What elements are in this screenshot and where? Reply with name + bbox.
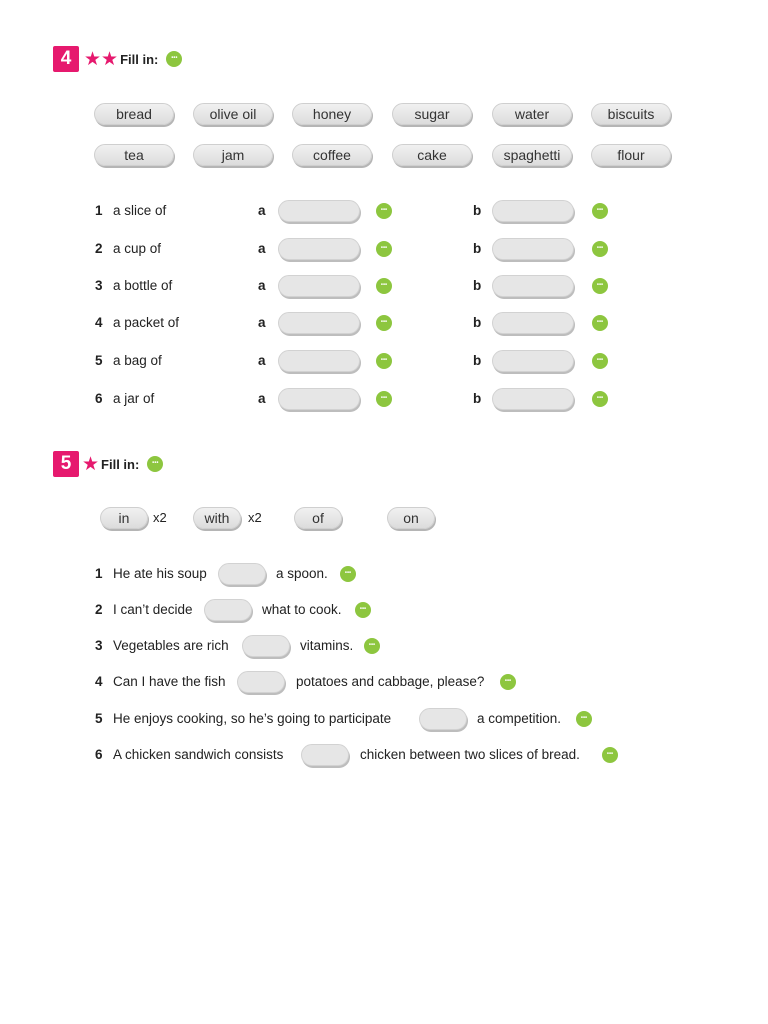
word-chip: of [294, 507, 342, 529]
word-chip: with [193, 507, 241, 529]
audio-bubble-icon[interactable] [340, 566, 356, 582]
answer-blank[interactable] [218, 563, 266, 585]
audio-bubble-icon[interactable] [592, 391, 608, 407]
answer-blank-a[interactable] [278, 200, 360, 222]
answer-blank-b[interactable] [492, 200, 574, 222]
option-label-b: b [473, 203, 482, 218]
audio-bubble-icon[interactable] [376, 278, 392, 294]
audio-bubble-icon[interactable] [147, 456, 163, 472]
exercise-number: 5 [53, 451, 79, 477]
difficulty-stars: ★ [82, 453, 100, 475]
option-label-b: b [473, 278, 482, 293]
word-chip: tea [94, 144, 174, 166]
item-number: 1 [95, 203, 103, 218]
option-label-a: a [258, 315, 266, 330]
word-chip: bread [94, 103, 174, 125]
word-chip: flour [591, 144, 671, 166]
audio-bubble-icon[interactable] [500, 674, 516, 690]
word-count: x2 [248, 510, 262, 525]
answer-blank-a[interactable] [278, 388, 360, 410]
sentence-end: chicken between two slices of bread. [360, 747, 580, 762]
sentence-start: Can I have the fish [113, 674, 226, 689]
item-number: 2 [95, 241, 103, 256]
sentence-end: a spoon. [276, 566, 328, 581]
sentence-start: I can’t decide [113, 602, 193, 617]
sentence-end: potatoes and cabbage, please? [296, 674, 485, 689]
word-chip: spaghetti [492, 144, 572, 166]
item-text: a bottle of [113, 278, 173, 293]
item-number: 4 [95, 315, 103, 330]
exercise-title: Fill in: [101, 456, 140, 472]
answer-blank[interactable] [301, 744, 349, 766]
word-chip: cake [392, 144, 472, 166]
answer-blank[interactable] [242, 635, 290, 657]
audio-bubble-icon[interactable] [602, 747, 618, 763]
answer-blank-a[interactable] [278, 312, 360, 334]
item-number: 3 [95, 278, 103, 293]
answer-blank-b[interactable] [492, 350, 574, 372]
sentence-end: vitamins. [300, 638, 354, 653]
sentence-start: A chicken sandwich consists [113, 747, 284, 762]
answer-blank-a[interactable] [278, 238, 360, 260]
option-label-a: a [258, 241, 266, 256]
option-label-a: a [258, 391, 266, 406]
word-chip: in [100, 507, 148, 529]
word-chip: sugar [392, 103, 472, 125]
item-number: 1 [95, 566, 103, 581]
answer-blank-b[interactable] [492, 388, 574, 410]
answer-blank-b[interactable] [492, 275, 574, 297]
item-number: 6 [95, 391, 103, 406]
audio-bubble-icon[interactable] [376, 315, 392, 331]
sentence-end: what to cook. [262, 602, 342, 617]
difficulty-stars: ★★ [84, 48, 119, 70]
sentence-start: He enjoys cooking, so he’s going to participate [113, 711, 392, 726]
answer-blank[interactable] [237, 671, 285, 693]
sentence-start: He ate his soup [113, 566, 207, 581]
option-label-b: b [473, 241, 482, 256]
option-label-a: a [258, 353, 266, 368]
word-chip: jam [193, 144, 273, 166]
audio-bubble-icon[interactable] [376, 391, 392, 407]
item-number: 4 [95, 674, 103, 689]
exercise-number: 4 [53, 46, 79, 72]
word-chip: coffee [292, 144, 372, 166]
item-number: 5 [95, 353, 103, 368]
item-number: 3 [95, 638, 103, 653]
option-label-b: b [473, 353, 482, 368]
word-chip: biscuits [591, 103, 671, 125]
sentence-start: Vegetables are rich [113, 638, 229, 653]
sentence-end: a competition. [477, 711, 562, 726]
audio-bubble-icon[interactable] [166, 51, 182, 67]
audio-bubble-icon[interactable] [376, 241, 392, 257]
answer-blank[interactable] [419, 708, 467, 730]
answer-blank[interactable] [204, 599, 252, 621]
exercise-5-header [53, 451, 163, 477]
answer-blank-b[interactable] [492, 312, 574, 334]
word-chip: honey [292, 103, 372, 125]
audio-bubble-icon[interactable] [376, 203, 392, 219]
exercise-4-header [53, 46, 182, 72]
item-number: 2 [95, 602, 103, 617]
word-chip: olive oil [193, 103, 273, 125]
exercise-title: Fill in: [120, 51, 159, 67]
option-label-a: a [258, 278, 266, 293]
item-text: a bag of [113, 353, 162, 368]
answer-blank-a[interactable] [278, 350, 360, 372]
audio-bubble-icon[interactable] [364, 638, 380, 654]
item-text: a jar of [113, 391, 155, 406]
audio-bubble-icon[interactable] [592, 203, 608, 219]
option-label-b: b [473, 391, 482, 406]
audio-bubble-icon[interactable] [592, 278, 608, 294]
word-chip: on [387, 507, 435, 529]
audio-bubble-icon[interactable] [355, 602, 371, 618]
audio-bubble-icon[interactable] [376, 353, 392, 369]
item-text: a packet of [113, 315, 180, 330]
option-label-a: a [258, 203, 266, 218]
item-number: 6 [95, 747, 103, 762]
answer-blank-b[interactable] [492, 238, 574, 260]
word-chip: water [492, 103, 572, 125]
item-text: a slice of [113, 203, 167, 218]
item-number: 5 [95, 711, 103, 726]
option-label-b: b [473, 315, 482, 330]
item-text: a cup of [113, 241, 162, 256]
audio-bubble-icon[interactable] [576, 711, 592, 727]
word-count: x2 [153, 510, 167, 525]
audio-bubble-icon[interactable] [592, 353, 608, 369]
answer-blank-a[interactable] [278, 275, 360, 297]
audio-bubble-icon[interactable] [592, 315, 608, 331]
audio-bubble-icon[interactable] [592, 241, 608, 257]
